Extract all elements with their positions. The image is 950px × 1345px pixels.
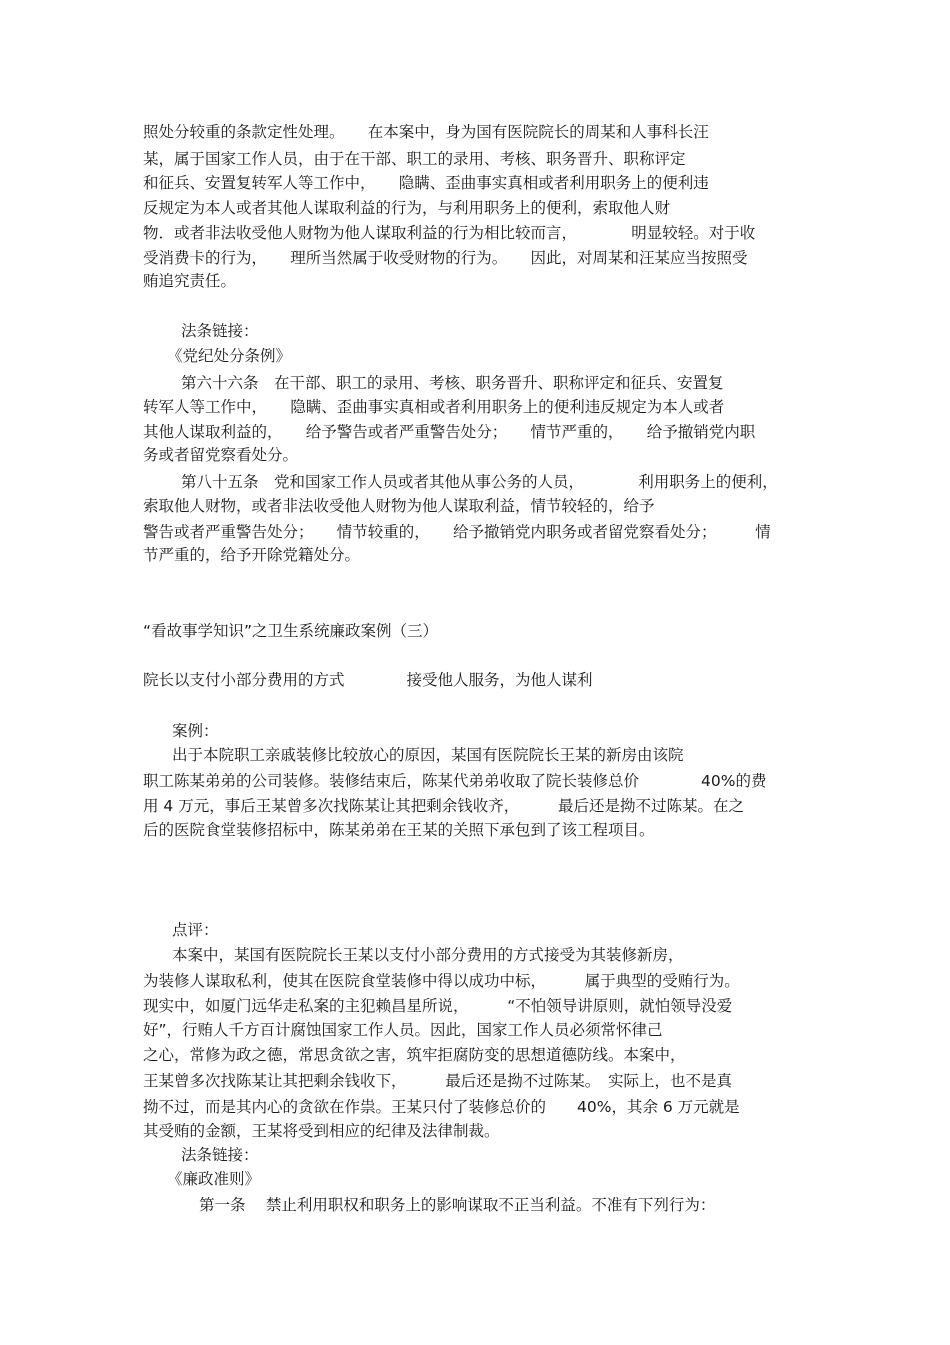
article-title: “看故事学知识”之卫生系统廉政案例（三） <box>143 622 439 640</box>
text-line: 贿追究责任。 <box>143 272 237 290</box>
text-line: 和征兵、安置复转军人等工作中， 隐瞒、歪曲事实真相或者利用职务上的便利违 <box>143 174 709 192</box>
text-line: 本案中，某国有医院院长王某以支付小部分费用的方式接受为其装修新房， <box>172 946 684 964</box>
text-line: 拗不过，而是其内心的贪欲在作祟。王某只付了装修总价的 40%，其余 6 万元就是 <box>143 1098 740 1116</box>
text-line: 用 4 万元，事后王某曾多次找陈某让其把剩余钱收齐， 最后还是拗不过陈某。在之 <box>143 797 744 815</box>
text-line: 索取他人财物，或者非法收受他人财物为他人谋取利益，情节较轻的，给予 <box>143 497 655 515</box>
text-line: 第一条 禁止利用职权和职务上的影响谋取不正当利益。不准有下列行为： <box>199 1196 716 1214</box>
text-line: 务或者留党察看处分。 <box>143 446 299 464</box>
text-line: 物．或者非法收受他人财物为他人谋取利益的行为相比较而言， 明显较轻。对于收 <box>143 224 756 242</box>
text-line: 为装修人谋取私利，使其在医院食堂装修中得以成功中标， 属于典型的受贿行为。 <box>143 972 740 990</box>
text-line: 之心，常修为政之德，常思贪欲之害，筑牢拒腐防变的思想道德防线。本案中， <box>143 1046 686 1064</box>
text-line: 其他人谋取利益的， 给予警告或者严重警告处分； 情节严重的， 给予撤销党内职 <box>143 423 756 441</box>
text-line: 节严重的，给予开除党籍处分。 <box>143 546 361 564</box>
text-line: 职工陈某弟弟的公司装修。装修结束后，陈某代弟弟收取了院长装修总价 40%的费 <box>143 772 767 790</box>
text-line: 现实中，如厦门远华走私案的主犯赖昌星所说， “不怕领导讲原则，就怕领导没爱 <box>143 997 733 1015</box>
regulation-title: 《廉政准则》 <box>167 1170 261 1188</box>
text-line: 王某曾多次找陈某让其把剩余钱收下， 最后还是拗不过陈某。 实际上，也不是真 <box>143 1072 733 1090</box>
text-line: 某，属于国家工作人员，由于在干部、职工的录用、考核、职务晋升、职称评定 <box>143 150 686 168</box>
text-line: 其受贿的金额，王某将受到相应的纪律及法律制裁。 <box>143 1122 500 1140</box>
text-line: 第六十六条 在干部、职工的录用、考核、职务晋升、职称评定和征兵、安置复 <box>181 374 724 392</box>
text-line: 受消费卡的行为， 理所当然属于收受财物的行为。 因此，对周某和汪某应当按照受 <box>143 249 748 267</box>
section-label: 法条链接： <box>181 1146 259 1164</box>
case-heading: 院长以支付小部分费用的方式 接受他人服务，为他人谋利 <box>143 671 593 689</box>
section-label: 案例： <box>172 722 219 740</box>
text-line: 警告或者严重警告处分； 情节较重的， 给予撤销党内职务或者留党察看处分； 情 <box>143 523 771 541</box>
regulation-title: 《党纪处分条例》 <box>167 347 292 365</box>
text-line: 后的医院食堂装修招标中，陈某弟弟在王某的关照下承包到了该工程项目。 <box>143 821 655 839</box>
text-line: 出于本院职工亲戚装修比较放心的原因，某国有医院院长王某的新房由该院 <box>172 746 684 764</box>
text-line: 反规定为本人或者其他人谋取利益的行为，与利用职务上的便利，索取他人财 <box>143 199 671 217</box>
section-label: 法条链接： <box>181 322 259 340</box>
section-label: 点评： <box>172 921 219 939</box>
text-line: 第八十五条 党和国家工作人员或者其他从事公务的人员， 利用职务上的便利， <box>181 473 778 491</box>
text-line: 转军人等工作中， 隐瞒、歪曲事实真相或者利用职务上的便利违反规定为本人或者 <box>143 398 725 416</box>
text-line: 照处分较重的条款定性处理。 在本案中，身为国有医院院长的周某和人事科长汪 <box>143 123 709 141</box>
text-line: 好”，行贿人千方百计腐蚀国家工作人员。因此，国家工作人员必须常怀律己 <box>143 1021 663 1039</box>
